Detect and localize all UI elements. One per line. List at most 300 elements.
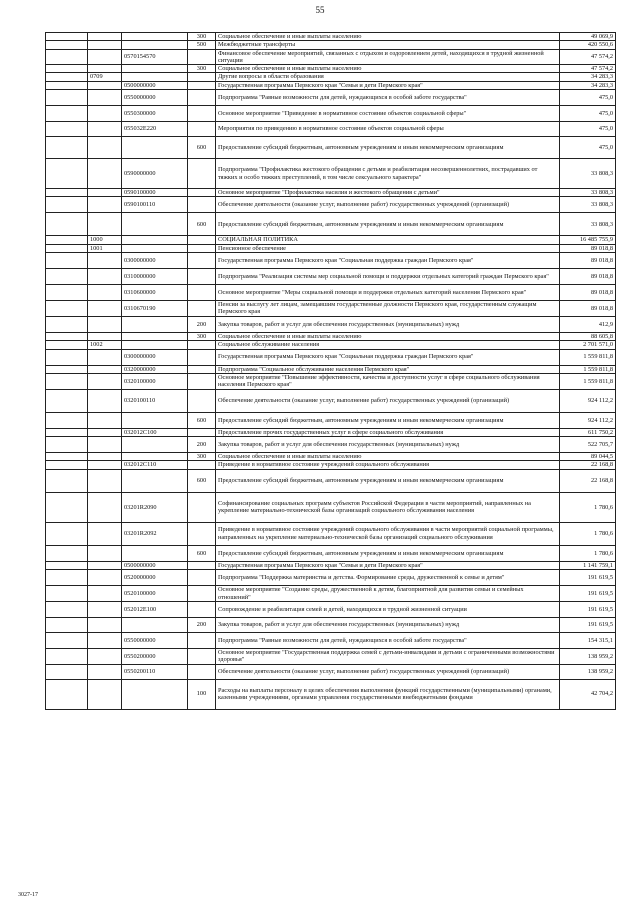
- item-name-cell: Обеспечение деятельности (оказание услуг, выполнение работ) государственных учреждений (организаций): [216, 389, 560, 412]
- target-code-cell: [122, 316, 188, 332]
- table-row: [46, 586, 616, 602]
- item-name-cell: СОЦИАЛЬНАЯ ПОЛИТИКА: [216, 236, 560, 244]
- section-code-cell: [88, 316, 122, 332]
- empty-cell: [46, 252, 88, 268]
- target-code-cell: [122, 618, 188, 633]
- expense-type-cell: 200: [188, 437, 216, 453]
- expense-type-cell: 300: [188, 33, 216, 41]
- amount-cell: 47 574,2: [560, 49, 616, 65]
- empty-cell: [46, 649, 88, 665]
- table-row: [46, 545, 616, 561]
- amount-cell: 34 283,3: [560, 81, 616, 89]
- expense-type-cell: 200: [188, 618, 216, 633]
- empty-cell: [46, 341, 88, 349]
- expense-type-cell: [188, 349, 216, 365]
- item-name-cell: Основное мероприятие "Государственная поддержка семей с детьми-инвалидами и детьми с ограниченными возможностями здоровья": [216, 649, 560, 665]
- target-code-cell: 0550000000: [122, 90, 188, 106]
- table-row: [46, 453, 616, 461]
- amount-cell: 1 559 811,8: [560, 373, 616, 389]
- target-code-cell: [122, 341, 188, 349]
- item-name-cell: Обеспечение деятельности (оказание услуг, выполнение работ) государственных учреждений (организаций): [216, 664, 560, 679]
- amount-cell: 88 605,8: [560, 332, 616, 340]
- table-row: [46, 189, 616, 197]
- target-code-cell: [122, 469, 188, 492]
- table-row: [46, 106, 616, 122]
- section-code-cell: [88, 189, 122, 197]
- target-code-cell: 0500000000: [122, 561, 188, 569]
- amount-cell: 1 141 759,1: [560, 561, 616, 569]
- table-row: [46, 664, 616, 679]
- table-row: [46, 349, 616, 365]
- expense-type-cell: 600: [188, 213, 216, 236]
- expense-type-cell: [188, 81, 216, 89]
- item-name-cell: Подпрограмма "Равные возможности для детей, нуждающихся в особой заботе государства": [216, 633, 560, 649]
- expense-type-cell: [188, 633, 216, 649]
- section-code-cell: [88, 469, 122, 492]
- expense-type-cell: [188, 586, 216, 602]
- section-code-cell: [88, 633, 122, 649]
- item-name-cell: Государственная программа Пермского края "Семья и дети Пермского края": [216, 81, 560, 89]
- empty-cell: [46, 284, 88, 300]
- expense-type-cell: [188, 570, 216, 586]
- section-code-cell: [88, 461, 122, 469]
- empty-cell: [46, 197, 88, 213]
- item-name-cell: Межбюджетные трансферты: [216, 41, 560, 49]
- section-code-cell: 1002: [88, 341, 122, 349]
- amount-cell: 1 559 811,8: [560, 365, 616, 373]
- amount-cell: 33 808,3: [560, 213, 616, 236]
- item-name-cell: Другие вопросы в области образования: [216, 73, 560, 81]
- table-row: [46, 41, 616, 49]
- empty-cell: [46, 189, 88, 197]
- amount-cell: 89 044,5: [560, 453, 616, 461]
- expense-type-cell: [188, 461, 216, 469]
- target-code-cell: 0520100000: [122, 586, 188, 602]
- item-name-cell: Предоставление субсидий бюджетным, автономным учреждениям и иным некоммерческим организациям: [216, 213, 560, 236]
- amount-cell: 138 959,2: [560, 664, 616, 679]
- table-row: [46, 300, 616, 316]
- amount-cell: 33 808,3: [560, 189, 616, 197]
- item-name-cell: Основное мероприятие "Профилактика насилия и жестокого обращения с детьми": [216, 189, 560, 197]
- empty-cell: [46, 602, 88, 618]
- target-code-cell: [122, 41, 188, 49]
- target-code-cell: 032012С110: [122, 461, 188, 469]
- table-row: [46, 316, 616, 332]
- target-code-cell: 0310670190: [122, 300, 188, 316]
- empty-cell: [46, 365, 88, 373]
- empty-cell: [46, 106, 88, 122]
- section-code-cell: [88, 252, 122, 268]
- amount-cell: 191 619,5: [560, 586, 616, 602]
- section-code-cell: [88, 349, 122, 365]
- expense-type-cell: [188, 492, 216, 522]
- item-name-cell: Финансовое обеспечение мероприятий, связанных с отдыхом и оздоровлением детей, находящихся в трудной жизненной ситуации: [216, 49, 560, 65]
- item-name-cell: Предоставление прочих государственных услуг в сфере социального обслуживания: [216, 428, 560, 436]
- item-name-cell: Государственная программа Пермского края "Социальная поддержка граждан Пермского края": [216, 349, 560, 365]
- section-code-cell: [88, 492, 122, 522]
- empty-cell: [46, 41, 88, 49]
- expense-type-cell: 600: [188, 137, 216, 159]
- target-code-cell: [122, 244, 188, 252]
- expense-type-cell: [188, 159, 216, 189]
- target-code-cell: 0500000000: [122, 81, 188, 89]
- table-row: [46, 122, 616, 137]
- section-code-cell: [88, 679, 122, 709]
- target-code-cell: [122, 137, 188, 159]
- amount-cell: 1 780,6: [560, 492, 616, 522]
- item-name-cell: Подпрограмма "Реализация системы мер социальной помощи и поддержки отдельных категорий граждан Пермского края": [216, 268, 560, 284]
- target-code-cell: 0300000000: [122, 252, 188, 268]
- table-row: [46, 213, 616, 236]
- empty-cell: [46, 545, 88, 561]
- empty-cell: [46, 268, 88, 284]
- table-row: [46, 561, 616, 569]
- section-code-cell: [88, 213, 122, 236]
- empty-cell: [46, 49, 88, 65]
- section-code-cell: [88, 570, 122, 586]
- empty-cell: [46, 570, 88, 586]
- amount-cell: 154 315,1: [560, 633, 616, 649]
- amount-cell: 475,0: [560, 106, 616, 122]
- target-code-cell: 03201R2092: [122, 522, 188, 545]
- empty-cell: [46, 522, 88, 545]
- amount-cell: 138 959,2: [560, 649, 616, 665]
- section-code-cell: [88, 284, 122, 300]
- empty-cell: [46, 618, 88, 633]
- target-code-cell: [122, 73, 188, 81]
- target-code-cell: 0590000000: [122, 159, 188, 189]
- amount-cell: 1 780,6: [560, 545, 616, 561]
- section-code-cell: [88, 437, 122, 453]
- target-code-cell: [122, 33, 188, 41]
- page-number: 55: [315, 5, 325, 15]
- item-name-cell: Приведение в нормативное состояние учреждений социального обслуживания: [216, 461, 560, 469]
- table-row: [46, 137, 616, 159]
- table-row: [46, 90, 616, 106]
- target-code-cell: [122, 332, 188, 340]
- table-row: [46, 373, 616, 389]
- empty-cell: [46, 492, 88, 522]
- target-code-cell: 0320100000: [122, 373, 188, 389]
- target-code-cell: 0570154570: [122, 49, 188, 65]
- expense-type-cell: [188, 189, 216, 197]
- target-code-cell: [122, 236, 188, 244]
- target-code-cell: 0550300000: [122, 106, 188, 122]
- table-row: [46, 197, 616, 213]
- table-row: [46, 252, 616, 268]
- table-row: [46, 159, 616, 189]
- item-name-cell: Основное мероприятие "Повышение эффективности, качества и доступности услуг в сфере социального обслуживания населения Пермского края": [216, 373, 560, 389]
- section-code-cell: [88, 545, 122, 561]
- item-name-cell: Подпрограмма "Профилактика жестокого обращения с детьми и реабилитация несовершеннолетних, пострадавших от тяжких и особо тяжких преступлений, в том числе сексуального характера": [216, 159, 560, 189]
- expense-type-cell: [188, 244, 216, 252]
- empty-cell: [46, 561, 88, 569]
- target-code-cell: 052012Е100: [122, 602, 188, 618]
- section-code-cell: [88, 159, 122, 189]
- empty-cell: [46, 244, 88, 252]
- amount-cell: 1 780,6: [560, 522, 616, 545]
- expense-type-cell: 300: [188, 332, 216, 340]
- table-row: [46, 461, 616, 469]
- section-code-cell: [88, 90, 122, 106]
- target-code-cell: 0550200110: [122, 664, 188, 679]
- amount-cell: 22 168,8: [560, 469, 616, 492]
- section-code-cell: [88, 49, 122, 65]
- amount-cell: 16 485 755,9: [560, 236, 616, 244]
- target-code-cell: 032012С100: [122, 428, 188, 436]
- target-code-cell: 0590100000: [122, 189, 188, 197]
- empty-cell: [46, 389, 88, 412]
- target-code-cell: 0320000000: [122, 365, 188, 373]
- table-row: [46, 284, 616, 300]
- amount-cell: 420 550,6: [560, 41, 616, 49]
- section-code-cell: [88, 65, 122, 73]
- amount-cell: 412,9: [560, 316, 616, 332]
- empty-cell: [46, 453, 88, 461]
- table-row: [46, 570, 616, 586]
- section-code-cell: 0709: [88, 73, 122, 81]
- item-name-cell: Расходы на выплаты персоналу в целях обеспечения выполнения функций государственными (муниципальными) органами, казенными учреждениями, органами управления государственными внебюджетными фондами: [216, 679, 560, 709]
- target-code-cell: 055032Е220: [122, 122, 188, 137]
- section-code-cell: [88, 453, 122, 461]
- expense-type-cell: [188, 649, 216, 665]
- table-row: [46, 412, 616, 428]
- table-row: [46, 65, 616, 73]
- target-code-cell: 0520000000: [122, 570, 188, 586]
- expense-type-cell: [188, 73, 216, 81]
- expense-type-cell: [188, 602, 216, 618]
- empty-cell: [46, 469, 88, 492]
- amount-cell: 924 112,2: [560, 389, 616, 412]
- empty-cell: [46, 65, 88, 73]
- expense-type-cell: [188, 284, 216, 300]
- expense-type-cell: [188, 300, 216, 316]
- item-name-cell: Социальное обеспечение и иные выплаты населению: [216, 453, 560, 461]
- item-name-cell: Предоставление субсидий бюджетным, автономным учреждениям и иным некоммерческим организациям: [216, 469, 560, 492]
- empty-cell: [46, 461, 88, 469]
- empty-cell: [46, 349, 88, 365]
- empty-cell: [46, 316, 88, 332]
- expense-type-cell: 600: [188, 412, 216, 428]
- expense-type-cell: 200: [188, 316, 216, 332]
- expense-type-cell: [188, 373, 216, 389]
- section-code-cell: [88, 122, 122, 137]
- section-code-cell: [88, 365, 122, 373]
- section-code-cell: [88, 373, 122, 389]
- empty-cell: [46, 412, 88, 428]
- amount-cell: 34 283,3: [560, 73, 616, 81]
- table-row: [46, 437, 616, 453]
- target-code-cell: 0550000000: [122, 633, 188, 649]
- target-code-cell: 0300000000: [122, 349, 188, 365]
- table-row: [46, 81, 616, 89]
- empty-cell: [46, 73, 88, 81]
- section-code-cell: [88, 586, 122, 602]
- section-code-cell: [88, 81, 122, 89]
- item-name-cell: Закупка товаров, работ и услуг для обеспечения государственных (муниципальных) нужд: [216, 316, 560, 332]
- item-name-cell: Социальное обеспечение и иные выплаты населению: [216, 33, 560, 41]
- item-name-cell: Закупка товаров, работ и услуг для обеспечения государственных (муниципальных) нужд: [216, 618, 560, 633]
- amount-cell: 611 750,2: [560, 428, 616, 436]
- section-code-cell: [88, 428, 122, 436]
- expense-type-cell: [188, 49, 216, 65]
- item-name-cell: Пенсионное обеспечение: [216, 244, 560, 252]
- expense-type-cell: 600: [188, 469, 216, 492]
- empty-cell: [46, 236, 88, 244]
- table-row: [46, 522, 616, 545]
- item-name-cell: Государственная программа Пермского края "Социальная поддержка граждан Пермского края": [216, 252, 560, 268]
- budget-table: [45, 32, 616, 710]
- expense-type-cell: [188, 90, 216, 106]
- expense-type-cell: [188, 561, 216, 569]
- expense-type-cell: 300: [188, 65, 216, 73]
- target-code-cell: [122, 545, 188, 561]
- amount-cell: 89 018,8: [560, 284, 616, 300]
- amount-cell: 191 619,5: [560, 570, 616, 586]
- item-name-cell: Подпрограмма "Поддержка материнства и детства. Формирование среды, дружественной к семье и детям": [216, 570, 560, 586]
- table-row: [46, 602, 616, 618]
- section-code-cell: [88, 561, 122, 569]
- table-row: [46, 428, 616, 436]
- table-row: [46, 649, 616, 665]
- empty-cell: [46, 373, 88, 389]
- expense-type-cell: [188, 428, 216, 436]
- target-code-cell: 0310600000: [122, 284, 188, 300]
- empty-cell: [46, 664, 88, 679]
- empty-cell: [46, 159, 88, 189]
- amount-cell: 33 808,3: [560, 159, 616, 189]
- item-name-cell: Основное мероприятие "Приведение в нормативное состояние объектов социальной сферы": [216, 106, 560, 122]
- item-name-cell: Пенсии за выслугу лет лицам, замещавшим государственные должности Пермского края, государственным служащим Пермского края: [216, 300, 560, 316]
- section-code-cell: [88, 389, 122, 412]
- empty-cell: [46, 90, 88, 106]
- item-name-cell: Подпрограмма "Социальное обслуживание населения Пермского края": [216, 365, 560, 373]
- empty-cell: [46, 428, 88, 436]
- table-row: [46, 679, 616, 709]
- expense-type-cell: 600: [188, 545, 216, 561]
- table-row: [46, 618, 616, 633]
- empty-cell: [46, 586, 88, 602]
- target-code-cell: [122, 65, 188, 73]
- expense-type-cell: 100: [188, 679, 216, 709]
- table-row: [46, 268, 616, 284]
- target-code-cell: [122, 213, 188, 236]
- amount-cell: 89 018,8: [560, 300, 616, 316]
- table-row: [46, 469, 616, 492]
- amount-cell: 89 018,8: [560, 252, 616, 268]
- item-name-cell: Социальное обеспечение и иные выплаты населению: [216, 65, 560, 73]
- amount-cell: 89 018,8: [560, 268, 616, 284]
- amount-cell: 33 808,3: [560, 197, 616, 213]
- target-code-cell: [122, 679, 188, 709]
- amount-cell: 89 018,8: [560, 244, 616, 252]
- section-code-cell: [88, 268, 122, 284]
- amount-cell: 2 701 571,0: [560, 341, 616, 349]
- section-code-cell: [88, 137, 122, 159]
- section-code-cell: [88, 412, 122, 428]
- item-name-cell: Закупка товаров, работ и услуг для обеспечения государственных (муниципальных) нужд: [216, 437, 560, 453]
- amount-cell: 191 619,5: [560, 618, 616, 633]
- table-row: [46, 33, 616, 41]
- section-code-cell: [88, 649, 122, 665]
- table-row: [46, 341, 616, 349]
- expense-type-cell: [188, 122, 216, 137]
- table-row: [46, 244, 616, 252]
- empty-cell: [46, 213, 88, 236]
- item-name-cell: Основное мероприятие "Меры социальной помощи и поддержки отдельных категорий населения Пермского края": [216, 284, 560, 300]
- section-code-cell: 1000: [88, 236, 122, 244]
- item-name-cell: Государственная программа Пермского края "Семья и дети Пермского края": [216, 561, 560, 569]
- item-name-cell: Обеспечение деятельности (оказание услуг, выполнение работ) государственных учреждений (организаций): [216, 197, 560, 213]
- item-name-cell: Приведение в нормативное состояние учреждений социального обслуживания в части мероприятий социальной программы, направленных на укрепление материально-технической базы организаций социального обслуживания: [216, 522, 560, 545]
- expense-type-cell: [188, 197, 216, 213]
- section-code-cell: [88, 300, 122, 316]
- item-name-cell: Социальное обслуживание населения: [216, 341, 560, 349]
- section-code-cell: [88, 33, 122, 41]
- section-code-cell: [88, 602, 122, 618]
- expense-type-cell: [188, 252, 216, 268]
- empty-cell: [46, 122, 88, 137]
- empty-cell: [46, 33, 88, 41]
- empty-cell: [46, 679, 88, 709]
- expense-type-cell: [188, 365, 216, 373]
- target-code-cell: [122, 412, 188, 428]
- target-code-cell: 0550200000: [122, 649, 188, 665]
- expense-type-cell: 300: [188, 453, 216, 461]
- empty-cell: [46, 137, 88, 159]
- table-row: [46, 633, 616, 649]
- target-code-cell: [122, 453, 188, 461]
- amount-cell: 924 112,2: [560, 412, 616, 428]
- empty-cell: [46, 633, 88, 649]
- section-code-cell: [88, 618, 122, 633]
- expense-type-cell: 500: [188, 41, 216, 49]
- item-name-cell: Сопровождение и реабилитация семей и детей, находящихся в трудной жизненной ситуации: [216, 602, 560, 618]
- target-code-cell: 03201R2090: [122, 492, 188, 522]
- expense-type-cell: [188, 106, 216, 122]
- section-code-cell: 1001: [88, 244, 122, 252]
- section-code-cell: [88, 332, 122, 340]
- table-row: [46, 332, 616, 340]
- section-code-cell: [88, 41, 122, 49]
- item-name-cell: Софинансирование социальных программ субъектов Российской Федерации в части мероприятий, направленных на укрепление материально-технической базы организаций социального обслуживания населения: [216, 492, 560, 522]
- empty-cell: [46, 300, 88, 316]
- amount-cell: 522 705,7: [560, 437, 616, 453]
- section-code-cell: [88, 664, 122, 679]
- amount-cell: 22 168,8: [560, 461, 616, 469]
- table-row: [46, 492, 616, 522]
- section-code-cell: [88, 106, 122, 122]
- footer-code: 3027-17: [18, 892, 38, 898]
- empty-cell: [46, 332, 88, 340]
- amount-cell: 49 069,9: [560, 33, 616, 41]
- expense-type-cell: [188, 236, 216, 244]
- table-row: [46, 49, 616, 65]
- empty-cell: [46, 437, 88, 453]
- item-name-cell: Подпрограмма "Равные возможности для детей, нуждающихся в особой заботе государства": [216, 90, 560, 106]
- item-name-cell: Предоставление субсидий бюджетным, автономным учреждениям и иным некоммерческим организациям: [216, 137, 560, 159]
- amount-cell: 1 559 811,8: [560, 349, 616, 365]
- target-code-cell: 0320100110: [122, 389, 188, 412]
- item-name-cell: Социальное обеспечение и иные выплаты населению: [216, 332, 560, 340]
- target-code-cell: 0310000000: [122, 268, 188, 284]
- item-name-cell: Основное мероприятие "Создание среды, дружественной к детям, благоприятной для развития семьи и семейных отношений": [216, 586, 560, 602]
- amount-cell: 475,0: [560, 122, 616, 137]
- expense-type-cell: [188, 341, 216, 349]
- section-code-cell: [88, 197, 122, 213]
- item-name-cell: Мероприятия по приведению в нормативное состояние объектов социальной сферы: [216, 122, 560, 137]
- expense-type-cell: [188, 268, 216, 284]
